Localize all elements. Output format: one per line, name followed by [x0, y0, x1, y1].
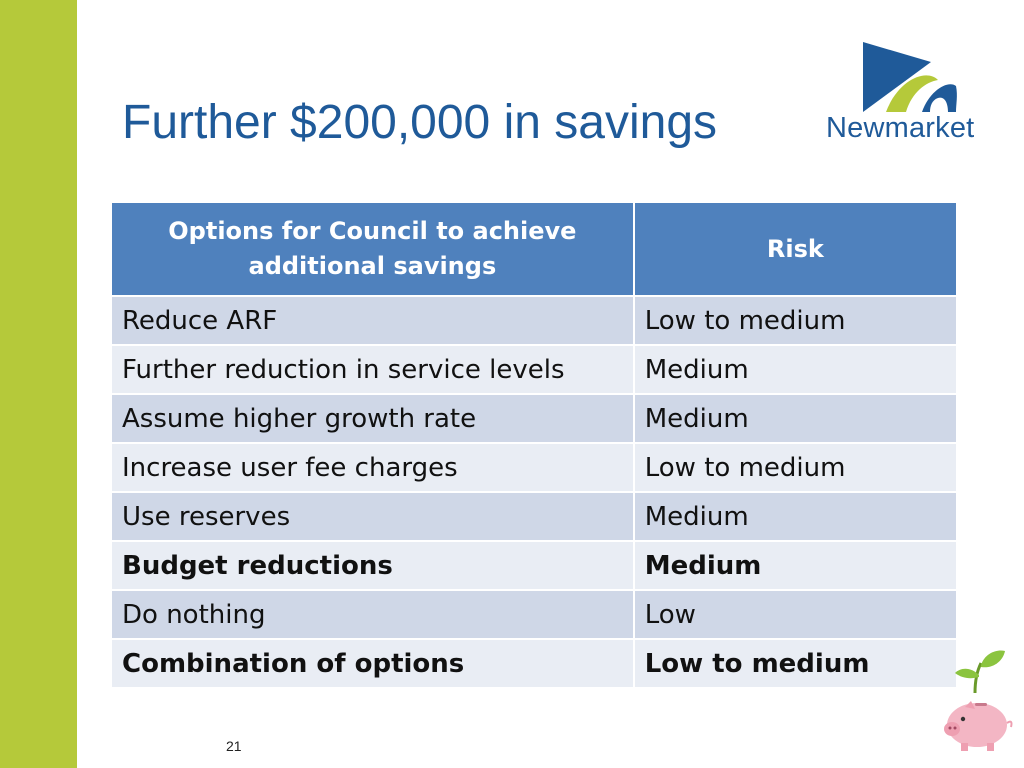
- table-row: [111, 639, 957, 688]
- risk-cell: Low: [634, 590, 957, 639]
- table-row: [111, 492, 957, 541]
- page-number: 21: [226, 738, 242, 754]
- table-row: [111, 541, 957, 590]
- table-row: [111, 394, 957, 443]
- option-cell: Budget reductions: [111, 541, 634, 590]
- table-row: [111, 590, 957, 639]
- slide-title: Further $200,000 in savings: [122, 96, 718, 149]
- option-cell: Increase user fee charges: [111, 443, 634, 492]
- risk-cell: Low to medium: [634, 639, 957, 688]
- table-row: [111, 443, 957, 492]
- option-cell: Combination of options: [111, 639, 634, 688]
- risk-cell: Medium: [634, 492, 957, 541]
- risk-cell: Medium: [634, 394, 957, 443]
- risk-cell: Low to medium: [634, 443, 957, 492]
- option-cell: Assume higher growth rate: [111, 394, 634, 443]
- option-cell: Further reduction in service levels: [111, 345, 634, 394]
- piggy-bank-icon: [935, 645, 1015, 755]
- header-risk: Risk: [634, 202, 957, 296]
- table-header-row: [111, 202, 957, 296]
- option-cell: Reduce ARF: [111, 296, 634, 345]
- newmarket-logo: [826, 40, 986, 150]
- option-cell: Use reserves: [111, 492, 634, 541]
- option-cell: Do nothing: [111, 590, 634, 639]
- accent-sidebar: [0, 0, 77, 768]
- logo-wordmark: Newmarket: [826, 112, 975, 144]
- table-row: [111, 345, 957, 394]
- header-options: Options for Council to achieve additional savings: [111, 202, 634, 296]
- options-table: [110, 201, 958, 689]
- newmarket-logo-icon: [826, 40, 986, 120]
- risk-cell: Low to medium: [634, 296, 957, 345]
- risk-cell: Medium: [634, 345, 957, 394]
- risk-cell: Medium: [634, 541, 957, 590]
- table-row: [111, 296, 957, 345]
